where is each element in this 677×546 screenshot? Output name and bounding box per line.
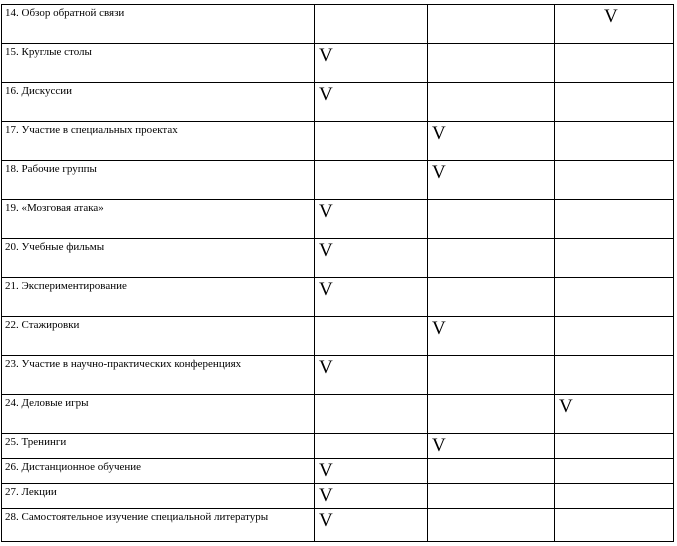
row-label: 28. Самостоятельное изучение специальной литературы — [2, 509, 315, 542]
check-mark — [555, 161, 674, 200]
table-row — [2, 44, 674, 83]
table-row — [2, 200, 674, 239]
check-mark — [428, 83, 555, 122]
check-mark — [555, 83, 674, 122]
check-mark: V — [428, 317, 555, 356]
row-label: 26. Дистанционное обучение — [2, 459, 315, 484]
check-mark — [428, 239, 555, 278]
row-label: 24. Деловые игры — [2, 395, 315, 434]
table-row — [2, 278, 674, 317]
row-label: 15. Круглые столы — [2, 44, 315, 83]
check-mark: V — [315, 509, 428, 542]
check-mark — [555, 459, 674, 484]
row-label: 17. Участие в специальных проектах — [2, 122, 315, 161]
check-mark — [315, 122, 428, 161]
table-row — [2, 83, 674, 122]
row-label: 25. Тренинги — [2, 434, 315, 459]
check-mark — [555, 434, 674, 459]
row-label: 14. Обзор обратной связи — [2, 5, 315, 44]
check-mark — [555, 44, 674, 83]
check-mark: V — [555, 395, 674, 434]
table-row — [2, 356, 674, 395]
check-mark: V — [315, 44, 428, 83]
row-label: 19. «Мозговая атака» — [2, 200, 315, 239]
check-mark: V — [315, 83, 428, 122]
check-mark — [555, 278, 674, 317]
check-mark: V — [555, 5, 674, 44]
table-row — [2, 239, 674, 278]
table-row — [2, 5, 674, 44]
check-mark: V — [428, 161, 555, 200]
table-row — [2, 434, 674, 459]
check-mark — [555, 356, 674, 395]
check-mark: V — [428, 122, 555, 161]
check-mark: V — [315, 484, 428, 509]
check-mark — [555, 484, 674, 509]
table-row — [2, 122, 674, 161]
check-mark — [428, 278, 555, 317]
row-label: 27. Лекции — [2, 484, 315, 509]
check-mark — [555, 239, 674, 278]
check-mark — [428, 5, 555, 44]
table-row — [2, 161, 674, 200]
check-mark — [315, 161, 428, 200]
check-mark — [315, 434, 428, 459]
row-label: 21. Экспериментирование — [2, 278, 315, 317]
table-row — [2, 484, 674, 509]
check-mark — [555, 122, 674, 161]
check-mark — [428, 459, 555, 484]
check-mark — [555, 509, 674, 542]
check-mark — [428, 484, 555, 509]
row-label: 16. Дискуссии — [2, 83, 315, 122]
row-label: 18. Рабочие группы — [2, 161, 315, 200]
check-mark — [428, 44, 555, 83]
row-label: 20. Учебные фильмы — [2, 239, 315, 278]
check-mark: V — [315, 239, 428, 278]
row-label: 23. Участие в научно-практических конференциях — [2, 356, 315, 395]
check-mark — [428, 356, 555, 395]
check-mark: V — [315, 356, 428, 395]
check-mark — [555, 200, 674, 239]
check-mark: V — [315, 278, 428, 317]
check-mark: V — [315, 459, 428, 484]
check-mark — [315, 5, 428, 44]
check-mark: V — [315, 200, 428, 239]
methods-table — [1, 4, 674, 542]
table-row — [2, 395, 674, 434]
check-mark — [428, 200, 555, 239]
table-row — [2, 509, 674, 542]
check-mark — [428, 509, 555, 542]
check-mark — [315, 317, 428, 356]
check-mark: V — [428, 434, 555, 459]
table-row — [2, 459, 674, 484]
row-label: 22. Стажировки — [2, 317, 315, 356]
table-row — [2, 317, 674, 356]
check-mark — [428, 395, 555, 434]
check-mark — [555, 317, 674, 356]
check-mark — [315, 395, 428, 434]
